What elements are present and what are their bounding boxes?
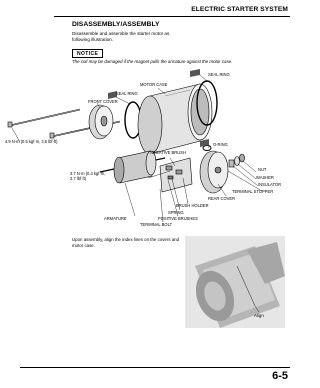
label-insulator: INSULATOR — [258, 182, 282, 187]
label-seal-ring-top: SEAL RING — [208, 72, 230, 77]
label-brush-holder: BRUSH HOLDER — [176, 203, 209, 208]
label-washer: WASHER — [256, 175, 274, 180]
label-terminal-stopper: TERMINAL STOPPER — [232, 189, 274, 194]
header-rule — [54, 16, 290, 17]
footer-rule — [20, 367, 290, 368]
notice-badge: NOTICE — [72, 49, 103, 58]
label-terminal-bolt: TERMINAL BOLT — [140, 222, 173, 227]
label-torque-nut-1: 3.7 N·m (0.4 kgf·m, — [70, 171, 106, 176]
label-seal-ring-left: SEAL RING — [116, 91, 138, 96]
front-cover — [89, 105, 113, 139]
o-ring — [203, 146, 211, 151]
label-torque-nut-2: 2.7 lbf·ft) — [70, 176, 87, 181]
page-number: 6-5 — [272, 370, 288, 382]
brush-holder — [160, 158, 192, 192]
rear-cover — [200, 151, 228, 193]
label-torque-bolts: 4.9 N·m (0.5 kgf·m, 3.6 lbf·ft) — [5, 139, 58, 144]
label-motor-case: MOTOR CASE — [140, 82, 168, 87]
label-front-cover: FRONT COVER — [88, 99, 118, 104]
label-spring: SPRING — [168, 210, 184, 215]
assembly-caption: Upon assembly, align the index lines on the covers and motor case. — [72, 237, 180, 248]
label-negative-brush: NEGATIVE BRUSH — [150, 150, 186, 155]
label-armature: ARMATURE — [104, 216, 127, 221]
photo-label-align: Align — [254, 313, 264, 318]
label-nut: NUT — [258, 167, 267, 172]
motor-photo-drawing — [185, 236, 285, 328]
intro-paragraph: Disassemble and assemble the starter motor as following illustration. — [72, 31, 170, 42]
nut-washer-set — [229, 154, 245, 167]
label-rear-cover: REAR COVER — [208, 196, 236, 201]
label-positive-brushes: POSITIVE BRUSHES — [158, 216, 198, 221]
section-title: DISASSEMBLY/ASSEMBLY — [72, 21, 160, 28]
header-section-title: ELECTRIC STARTER SYSTEM — [191, 6, 288, 13]
through-bolt-upper — [8, 109, 80, 127]
label-o-ring: O-RING — [213, 142, 228, 147]
notice-text: The coil may be damaged if the magnet pulls the armature against the motor case. — [72, 59, 233, 64]
exploded-diagram — [0, 66, 300, 236]
starter-motor-photo — [185, 236, 285, 328]
armature — [100, 151, 165, 183]
